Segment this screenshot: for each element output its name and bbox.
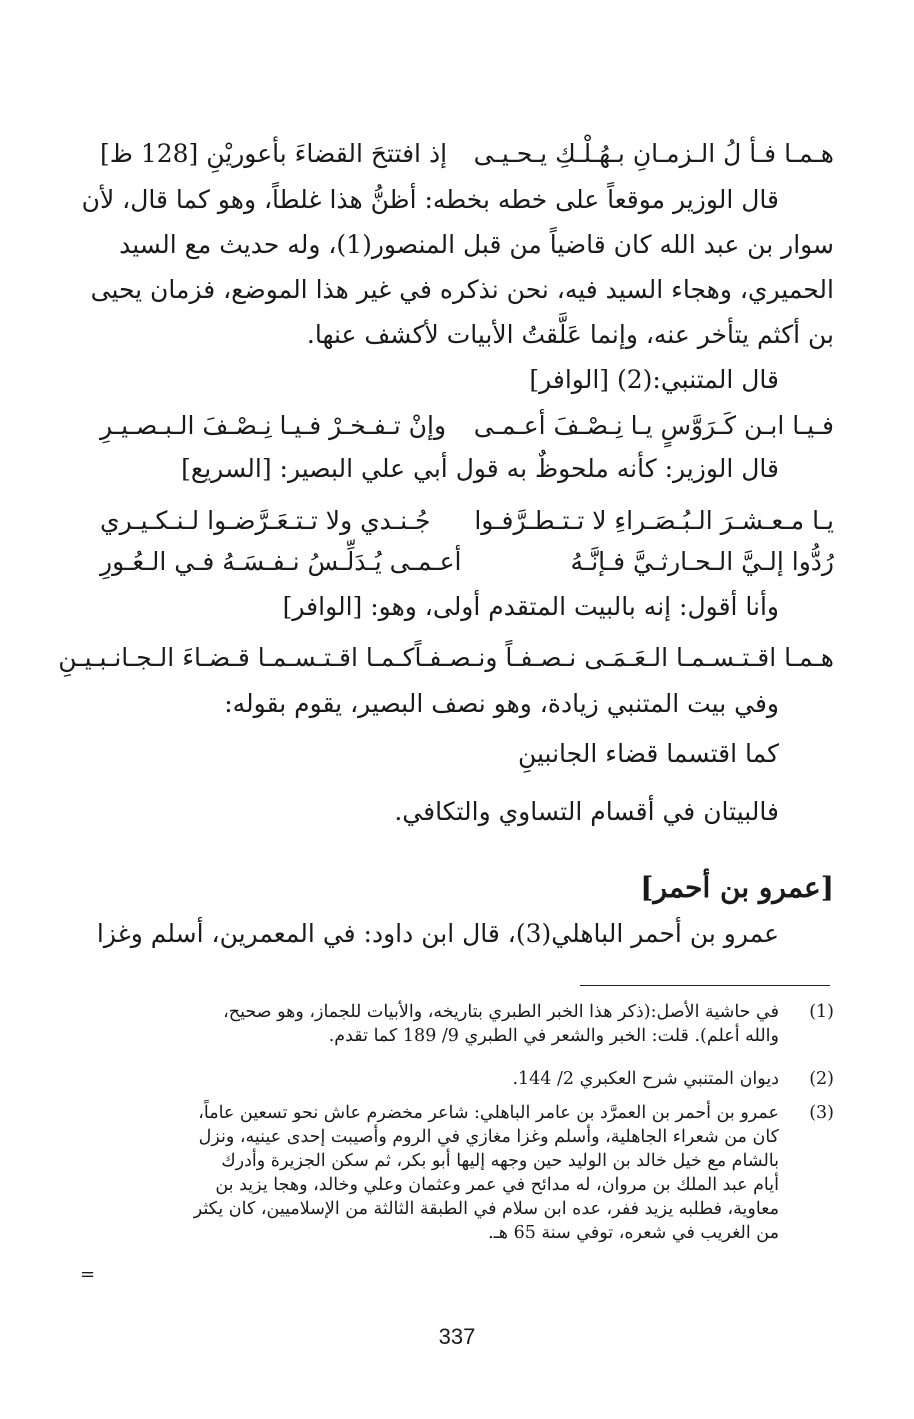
footnote-number: (1) [809, 1002, 834, 1022]
verse-hemistich-right: هـمـا فـأ لُ الـزمـانِ بـهُـلْـكِ يـحـيـى [473, 139, 834, 168]
footnote-3 [100, 1101, 834, 1245]
verse-line-5 [58, 640, 834, 676]
verse-hemistich-left: وإنْ تـفـخـرْ فـيـا نِـصْـفَ الـبـصـيـرِ [100, 411, 447, 440]
paragraph-line: وفي بيت المتنبي زيادة، وهو نصف البصير، يقوم بقوله: [224, 689, 779, 718]
footnote-line: ديوان المتنبي شرح العكبري 2/ 144. [512, 1069, 779, 1089]
footnote-line: والله أعلم). قلت: الخبر والشعر في الطبري 9/ 189 كما تقدم. [328, 1026, 779, 1046]
footnote-line: من الغريب في شعره، توفي سنة 65 هـ. [488, 1223, 779, 1243]
verse-hemistich-right: يـا مـعـشـرَ الـبُـصَـراءِ لا تـتـطـرَّفـوا [474, 506, 834, 535]
quoted-hemistich: كما اقتسما قضاء الجانبينِ [517, 739, 779, 768]
paragraph-line: فالبيتان في أقسام التساوي والتكافي. [394, 797, 779, 826]
poem-intro: قال الوزير: كأنه ملحوظٌ به قول أبي علي البصير: [السريع] [181, 454, 779, 483]
paragraph-line: قال الوزير موقعاً على خطه بخطه: أظنُّ هذا غلطاً، وهو كما قال، لأن [81, 185, 779, 214]
footnote-divider [580, 985, 830, 986]
verse-hemistich-left: جُـنـدي ولا تـتـعَـرَّضـوا لـنـكـيـري [100, 506, 431, 535]
poem-intro: وأنا أقول: إنه بالبيت المتقدم أولى، وهو: [الوافر] [282, 592, 779, 621]
verse-line-4 [100, 544, 834, 580]
paragraph-line: عمرو بن أحمر الباهلي(3)، قال ابن داود: في المعمرين، أسلم وغزا [96, 919, 779, 948]
footnote-line: كان من شعراء الجاهلية، وأسلم وغزا مغازي في الروم وأصيبت إحدى عينيه، ونزل [198, 1127, 779, 1147]
verse-line-1 [100, 136, 834, 172]
paragraph-line: سوار بن عبد الله كان قاضياً من قبل المنصور(1)، وله حديث مع السيد [119, 230, 834, 259]
verse-hemistich-left: كـمـا اقـتـسـمـا قـضـاءَ الـجـانـبـيـنِ [58, 643, 415, 672]
continuation-mark: = [80, 1264, 96, 1285]
footnote-1 [100, 1000, 834, 1048]
section-heading: [عمرو بن أحمر] [640, 871, 834, 904]
footnote-line: عمرو بن أحمر بن العمرَّد بن عامر الباهلي: شاعر مخضرم عاش نحو تسعين عاماً، [198, 1103, 779, 1123]
footnote-2 [100, 1067, 834, 1091]
paragraph-line: الحميري، وهجاء السيد فيه، نحن نذكره في غير هذا الموضع، فزمان يحيى [90, 275, 834, 304]
verse-hemistich-left: إذ افتتحَ القضاءَ بأعوريْنِ [128 ظ] [100, 139, 448, 168]
footnote-line: معاوية، فطلبه يزيد ففر، عده ابن سلام في الطبقة الثالثة من الإسلاميين، كان يكثر [193, 1199, 779, 1219]
verse-hemistich-right: رُدُّوا إلـيَّ الـحـارثـيَّ فـإنَّـهُ [570, 547, 834, 576]
paragraph-line: بن أكثم يتأخر عنه، وإنما عَلَّقتُ الأبيات لأكشف عنها. [306, 320, 834, 349]
footnote-number: (3) [809, 1103, 834, 1123]
verse-hemistich-right: فـيـا ابـن كَـرَوَّسٍ يـا نِـصْـفَ أعـمـى [473, 411, 834, 440]
verse-line-2 [100, 408, 834, 444]
footnote-number: (2) [809, 1069, 834, 1089]
verse-hemistich-right: هـمـا اقـتـسـمـا الـعَـمَـى نـصـفـاً ونـصـفـاً [414, 643, 834, 672]
footnote-line: بالشام مع خيل خالد بن الوليد حين وجهه إليها أبو بكر، ثم سكن الجزيرة وأدرك [221, 1151, 779, 1171]
poem-intro: قال المتنبي:(2) [الوافر] [529, 365, 779, 394]
verse-line-3 [100, 503, 834, 539]
footnote-line: في حاشية الأصل:(ذكر هذا الخبر الطبري بتاريخه، والأبيات للجماز، وهو صحيح، [223, 1002, 779, 1022]
footnote-line: أيام عبد الملك بن مروان، له مدائح في عمر وعثمان وعلي وخالد، وهجا يزيد بن [215, 1175, 779, 1195]
verse-hemistich-left: أعـمـى يُـدَلِّـسُ نـفـسَـهُ فـي الـعُـورِ [100, 547, 462, 576]
page-number: 337 [438, 1324, 476, 1349]
